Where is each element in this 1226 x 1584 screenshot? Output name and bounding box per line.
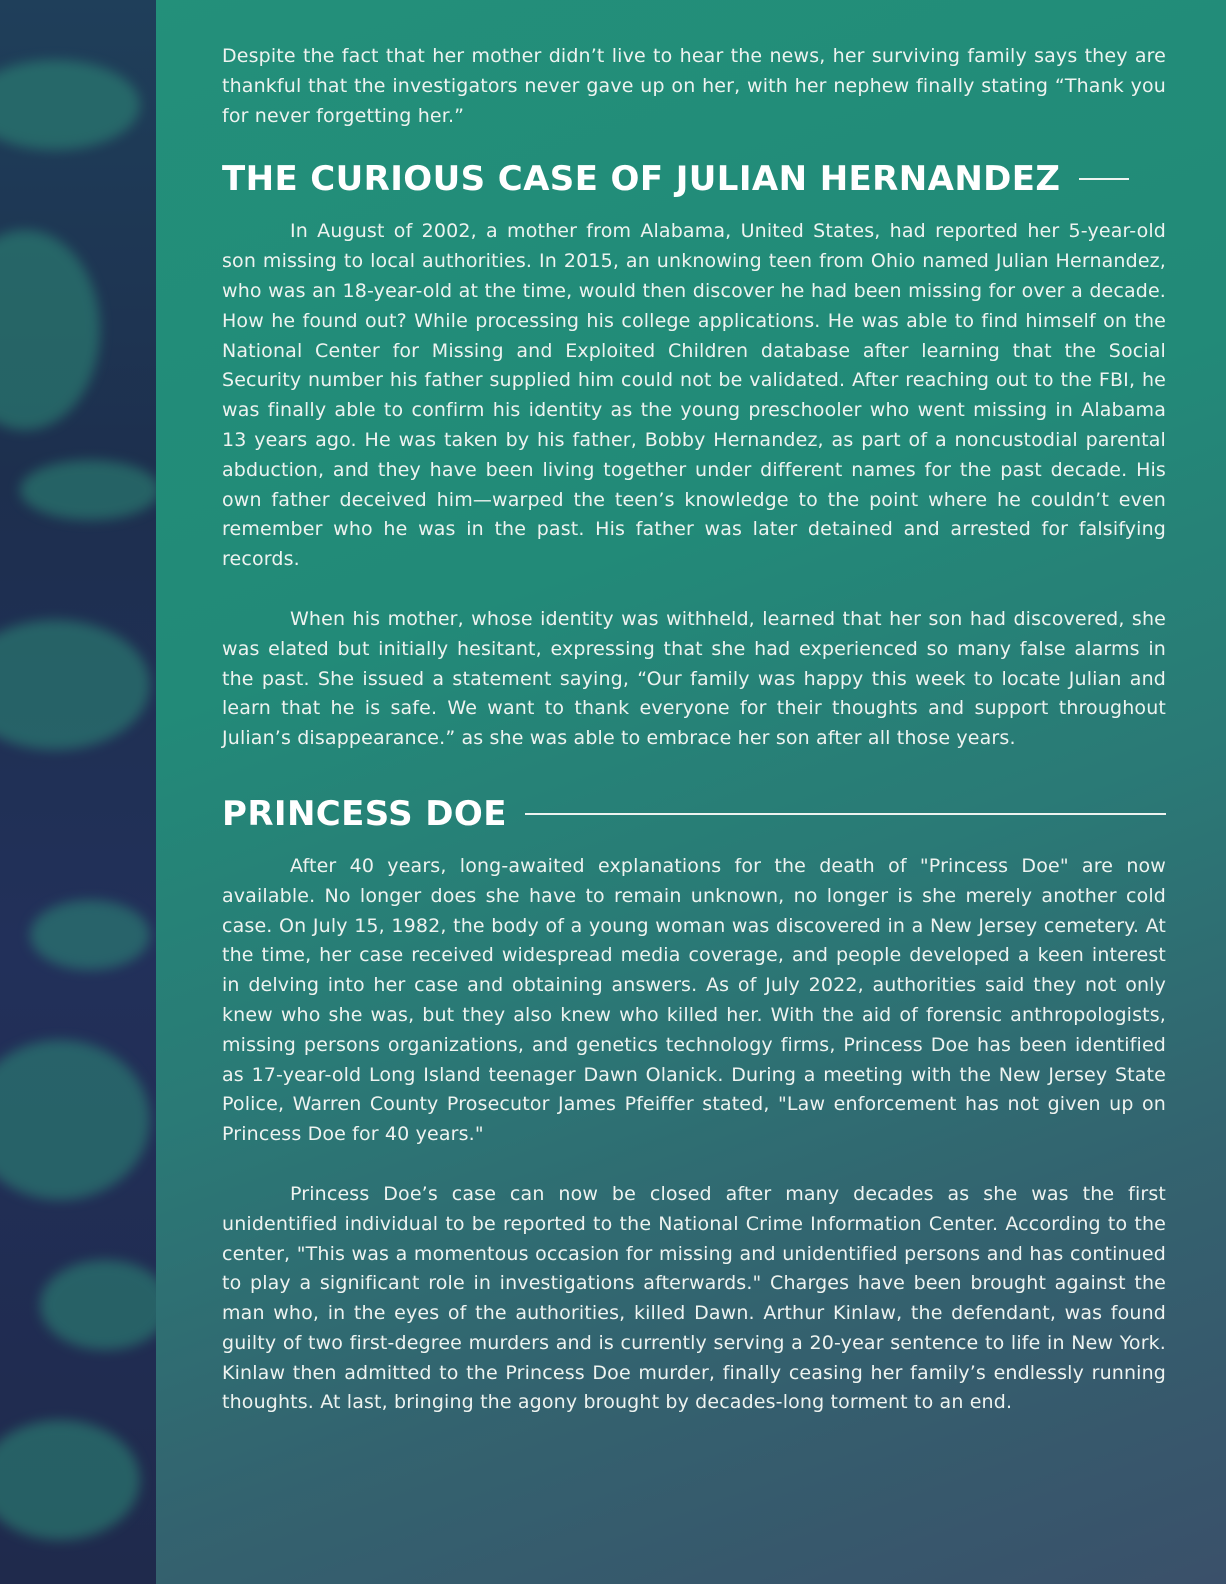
heading-rule — [525, 813, 1166, 815]
intro-paragraph: Despite the fact that her mother didn’t live to hear the news, her surviving family says they are thankful that the investigators never gave up on her, with her nephew finally stating “Thank you for never forgetting her.” — [222, 45, 1166, 127]
section-heading: THE CURIOUS CASE OF JULIAN HERNANDEZ — [222, 159, 1061, 200]
section-heading-row — [222, 794, 1166, 834]
side-image-shape — [30, 900, 150, 970]
body-paragraph: Princess Doe’s case can now be closed after many decades as she was the first unidentified individual to be reported to the National Crime Information Center. According to the center, "This was a momentous occasion for missing and unidentified persons and has continued to play a significant role in investigations afterwards." Charges have been brought against the man who, in the eyes of the authorities, killed Dawn. Arthur Kinlaw, the defendant, was found guilty of two first-degree murders and is currently serving a 20-year sentence to life in New York. Kinlaw then admitted to the Princess Doe murder, finally ceasing her family’s endlessly running thoughts. At last, bringing the agony brought by decades-long torment to an end. — [222, 1182, 1166, 1414]
section-princess-doe — [222, 794, 1166, 1418]
side-image-shape — [0, 230, 100, 430]
side-image-shape — [0, 1040, 150, 1200]
body-paragraph: In August of 2002, a mother from Alabama, United States, had reported her 5-year-old son missing to local authorities. In 2015, an unknowing teen from Ohio named Julian Hernandez, who was an 18-year-old at the time, would then discover he had been missing for over a decade. How he found out? While processing his college applications. He was able to find himself on the National Center for Missing and Exploited Children database after learning that the Social Security number his father supplied him could not be validated. After reaching out to the FBI, he was finally able to confirm his identity as the young preschooler who went missing in Alabama 13 years ago. He was taken by his father, Bobby Hernandez, as part of a noncustodial parental abduction, and they have been living together under different names for the past decade. His own father deceived him—warped the teen’s knowledge to the point where he couldn’t even remember who he was in the past. His father was later detained and arrested for falsifying records. — [222, 220, 1166, 571]
side-image-shape — [20, 460, 156, 520]
side-image-shape — [0, 1420, 140, 1540]
decorative-side-image — [0, 0, 156, 1584]
heading-rule — [1079, 178, 1129, 180]
side-image-shape — [40, 1260, 156, 1350]
section-heading-row — [222, 159, 1166, 199]
body-paragraph: After 40 years, long-awaited explanations for the death of "Princess Doe" are now available. No longer does she have to remain unknown, no longer is she merely another cold case. On July 15, 1982, the body of a young woman was discovered in a New Jersey cemetery. At the time, her case received widespread media coverage, and people developed a keen interest in delving into her case and obtaining answers. As of July 2022, authorities said they not only knew who she was, but they also knew who killed her. With the aid of forensic anthropologists, missing persons organizations, and genetics technology firms, Princess Doe has been identified as 17-year-old Long Island teenager Dawn Olanick. During a meeting with the New Jersey State Police, Warren County Prosecutor James Pfeiffer stated, "Law enforcement has not given up on Princess Doe for 40 years." — [222, 854, 1166, 1146]
section-heading: PRINCESS DOE — [222, 793, 507, 834]
side-image-shape — [0, 60, 140, 150]
article-body — [222, 42, 1166, 1418]
side-image-shape — [0, 620, 150, 750]
section-julian-hernandez — [222, 159, 1166, 754]
body-paragraph: When his mother, whose identity was withheld, learned that her son had discovered, she was elated but initially hesitant, expressing that she had experienced so many false alarms in the past. She issued a statement saying, “Our family was happy this week to locate Julian and learn that he is safe. We want to thank everyone for their thoughts and support throughout Julian’s disappearance.” as she was able to embrace her son after all those years. — [222, 607, 1166, 750]
